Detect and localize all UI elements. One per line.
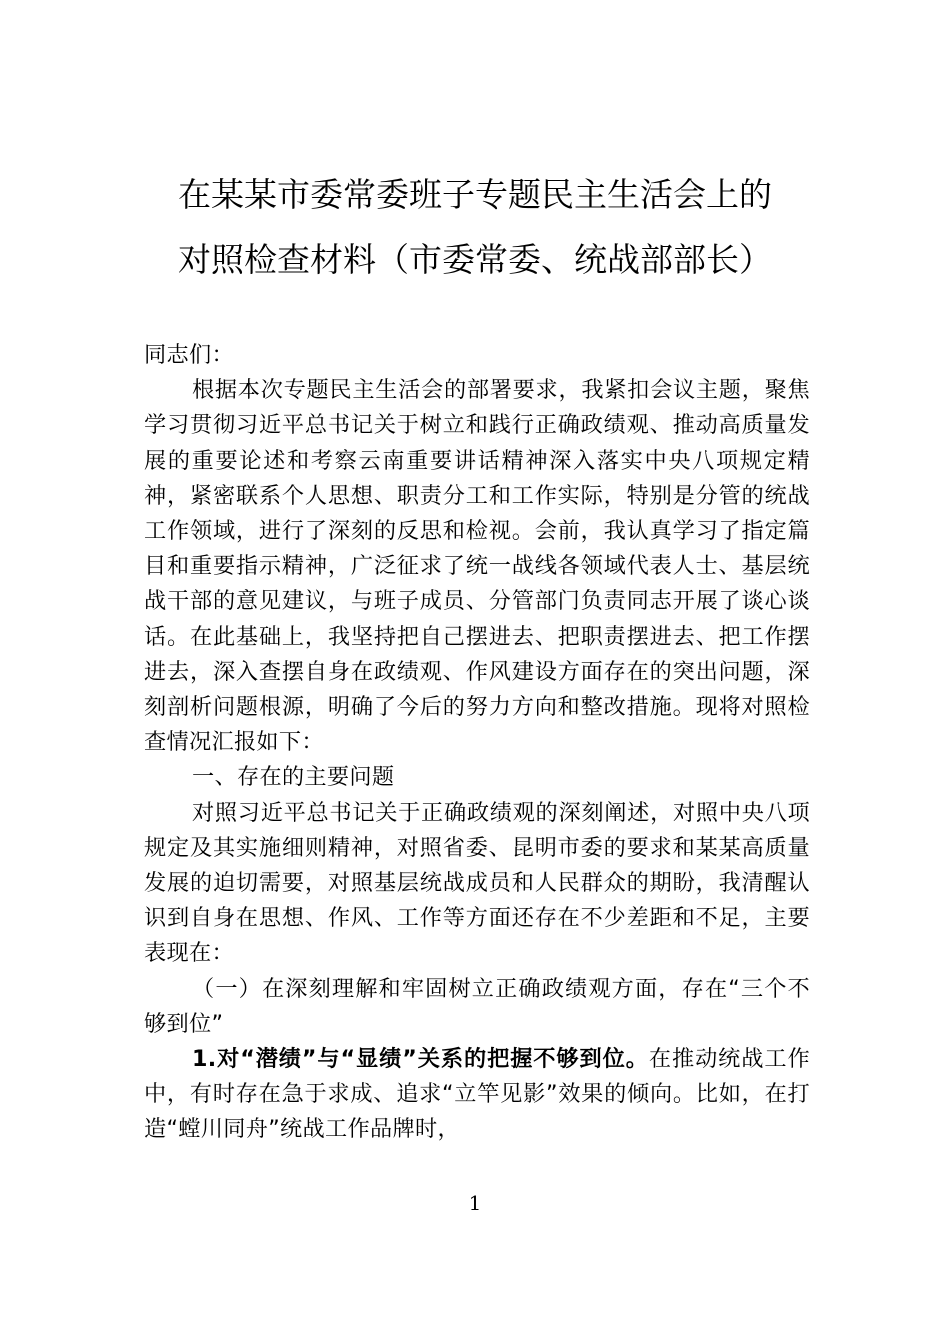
document-title-line-2: 对照检查材料（市委常委、统战部部长） (178, 240, 772, 279)
document-body (144, 338, 810, 1148)
page-number: 1 (468, 1191, 482, 1215)
list-item (144, 1042, 810, 1148)
document-title-line-1: 在某某市委常委班子专题民主生活会上的 (178, 175, 772, 214)
paragraph-problems-overview: 对照习近平总书记关于正确政绩观的深刻阐述，对照中央八项规定及其实施细则精神，对照省委、昆明市委的要求和某某高质量发展的迫切需要，对照基层统战成员和人民群众的期盼，我清醒认识到自身在思想、作风、工作等方面还存在不少差距和不足，主要表现在： (144, 799, 810, 967)
subsection-heading: （一）在深刻理解和牢固树立正确政绩观方面，存在“三个不够到位” (144, 975, 810, 1037)
list-item-text: 在推动统战工作中，有时存在急于求成、追求“立竿见影”效果的倾向。比如，在打造“螳川同舟”统战工作品牌时， (144, 1046, 811, 1143)
list-item-heading: 1.对“潜绩”与“显绩”关系的把握不够到位。 (192, 1046, 649, 1073)
paragraph-intro: 根据本次专题民主生活会的部署要求，我紧扣会议主题，聚焦学习贯彻习近平总书记关于树立和践行正确政绩观、推动高质量发展的重要论述和考察云南重要讲话精神深入落实中央八项规定精神，紧密联系个人思想、职责分工和工作实际，特别是分管的统战工作领域，进行了深刻的反思和检视。会前，我认真学习了指定篇目和重要指示精神，广泛征求了统一战线各领域代表人士、基层统战干部的意见建议，与班子成员、分管部门负责同志开展了谈心谈话。在此基础上，我坚持把自己摆进去、把职责摆进去、把工作摆进去，深入查摆自身在政绩观、作风建设方面存在的突出问题，深刻剖析问题根源，明确了今后的努力方向和整改措施。现将对照检查情况汇报如下： (144, 377, 810, 756)
salutation: 同志们： (144, 342, 234, 368)
section-heading: 一、存在的主要问题 (192, 764, 395, 791)
